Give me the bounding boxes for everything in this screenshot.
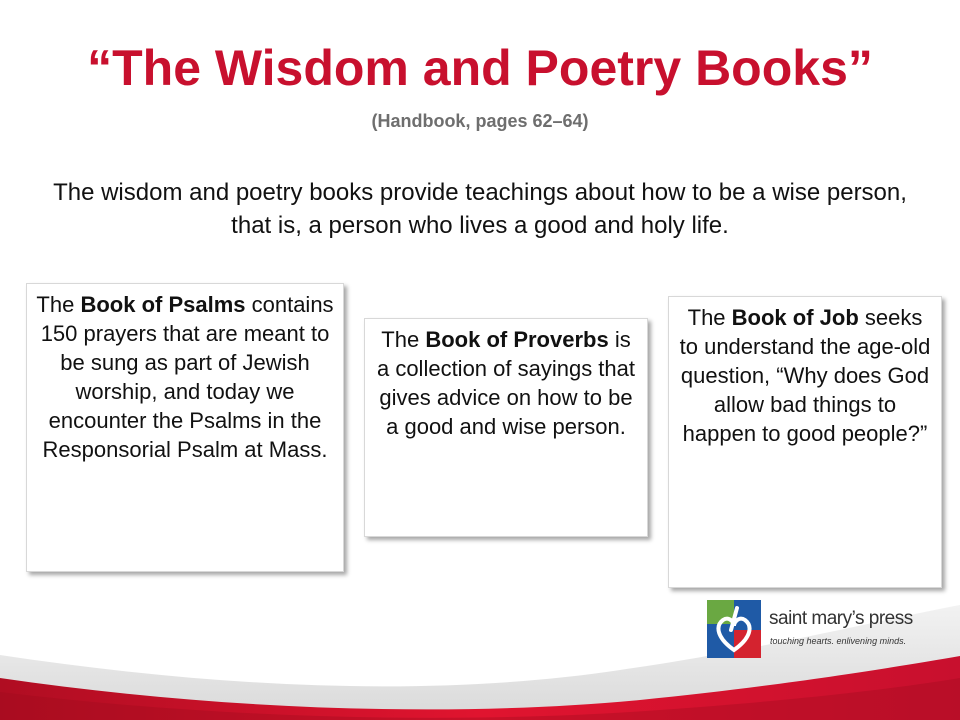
publisher-name: saint mary’s press	[769, 608, 913, 629]
intro-text: The wisdom and poetry books provide teachings about how to be a wise person, that is, a person who lives a good and holy life.	[53, 179, 907, 239]
card-text-post: is a collection of sayings that gives advice on how to be a good and wise person.	[376, 327, 636, 439]
card-text-post: contains 150 prayers that are meant to be sung as part of Jewish worship, and today we encounter the Psalms in the Responsorial Psalm at Mass.	[40, 292, 334, 462]
slide-subtitle: (Handbook, pages 62–64)	[371, 111, 589, 131]
card-text-pre: The	[687, 305, 732, 330]
heart-logo-icon	[707, 600, 761, 658]
slide-title: “The Wisdom and Poetry Books”	[87, 40, 873, 96]
card-text-pre: The	[36, 292, 81, 317]
card-book-of-proverbs	[364, 318, 648, 537]
card-book-of-job	[668, 296, 942, 588]
card-text-bold: Book of Job	[731, 305, 859, 330]
card-book-of-psalms	[26, 283, 344, 572]
card-text-post: seeks to understand the age-old question, “Why does God allow bad things to happen to good people?”	[679, 305, 931, 446]
card-text-bold: Book of Psalms	[80, 292, 246, 317]
publisher-tagline: touching hearts. enlivening minds.	[770, 636, 907, 646]
card-text-bold: Book of Proverbs	[425, 327, 609, 352]
publisher-logo	[707, 600, 913, 658]
card-text-pre: The	[381, 327, 426, 352]
